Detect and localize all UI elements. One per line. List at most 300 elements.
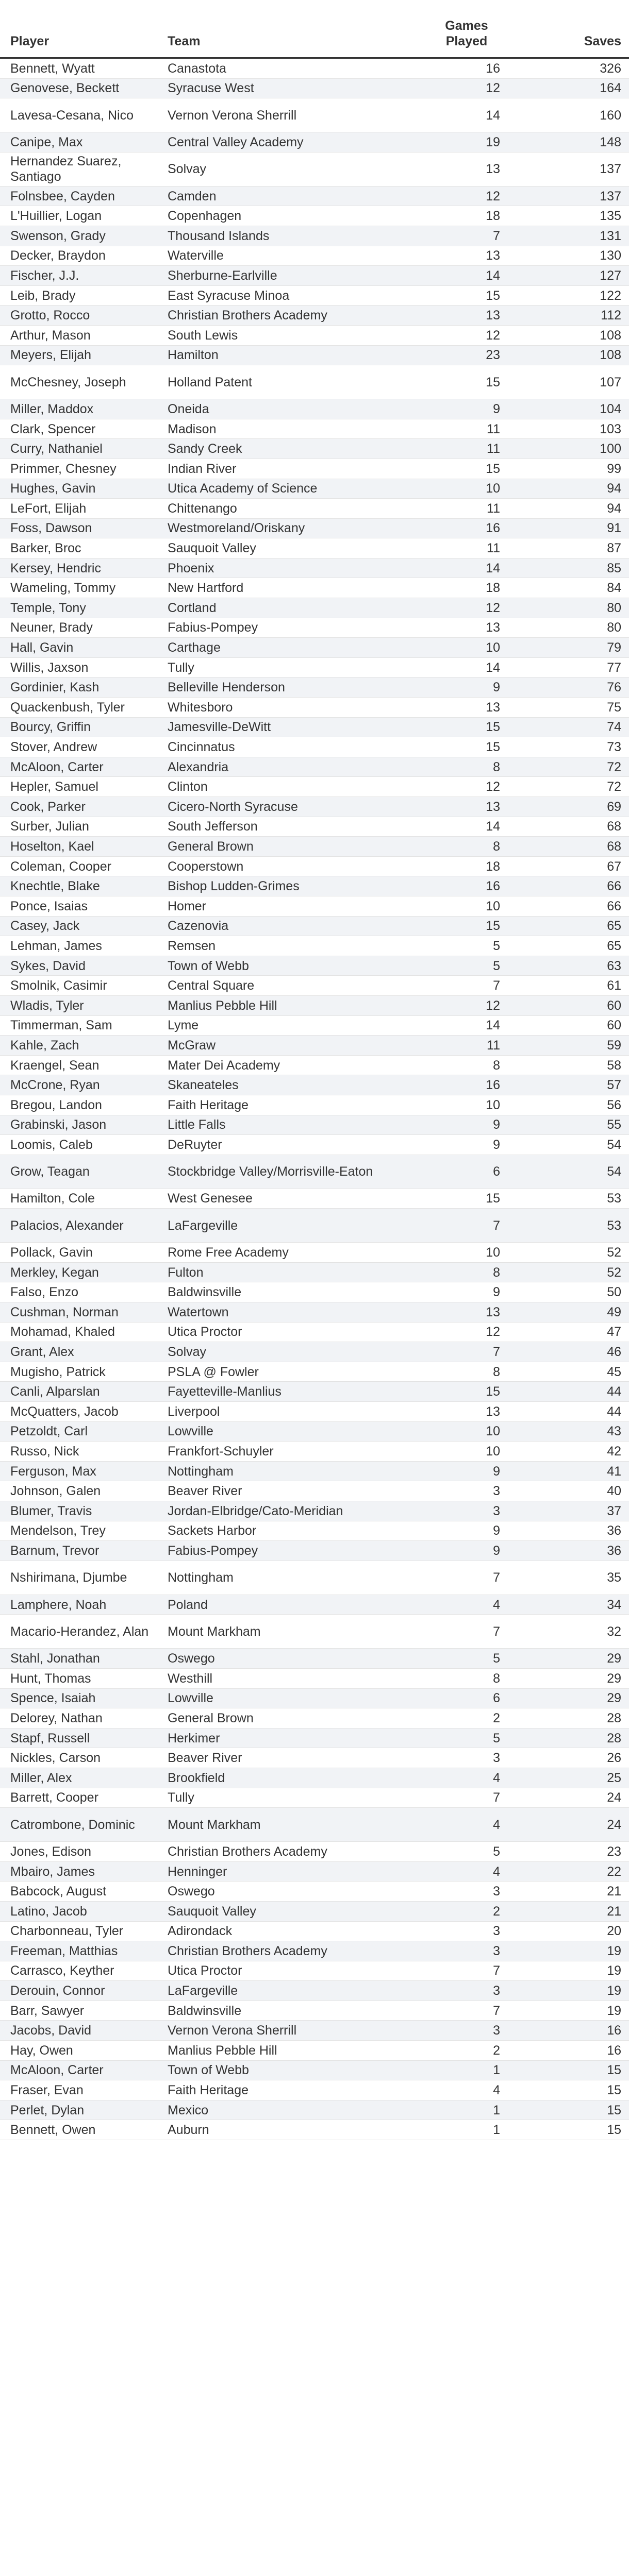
table-row (0, 1189, 629, 1209)
saves: 122 (600, 288, 621, 303)
team-name: Jamesville-DeWitt (168, 720, 271, 735)
saves: 47 (607, 1325, 621, 1340)
table-header (0, 0, 629, 59)
team-name: Belleville Henderson (168, 680, 285, 695)
saves: 23 (607, 1844, 621, 1859)
table-row (0, 1728, 629, 1749)
team-name: Liverpool (168, 1404, 220, 1419)
saves: 43 (607, 1424, 621, 1439)
saves: 61 (607, 978, 621, 993)
team-name: Mount Markham (168, 1817, 261, 1832)
player-name: Bennett, Owen (10, 2123, 96, 2138)
games-played: 12 (486, 328, 500, 343)
games-played: 9 (493, 1117, 500, 1132)
table-row (0, 1155, 629, 1189)
saves: 50 (607, 1285, 621, 1300)
games-played: 10 (486, 1245, 500, 1260)
games-played: 9 (493, 1137, 500, 1152)
team-name: Tully (168, 660, 194, 675)
team-name: Madison (168, 421, 217, 436)
header-player[interactable]: Player (10, 34, 49, 48)
saves: 19 (607, 2003, 621, 2018)
team-name: McGraw (168, 1038, 216, 1053)
player-name: Knechtle, Blake (10, 879, 100, 894)
player-name: Merkley, Kegan (10, 1265, 99, 1280)
saves: 84 (607, 581, 621, 596)
saves: 137 (600, 162, 621, 177)
games-played: 8 (493, 759, 500, 774)
table-row (0, 677, 629, 698)
games-played: 4 (493, 1817, 500, 1832)
team-name: LaFargeville (168, 1218, 238, 1233)
team-name: Central Square (168, 978, 255, 993)
player-name: Babcock, August (10, 1884, 107, 1899)
saves: 99 (607, 461, 621, 476)
team-name: Oswego (168, 1884, 215, 1899)
games-played: 13 (486, 1304, 500, 1319)
header-games-played[interactable]: Games Played (445, 19, 488, 48)
games-played: 5 (493, 1731, 500, 1745)
table-row (0, 2041, 629, 2061)
table-row (0, 419, 629, 439)
games-played: 3 (493, 1984, 500, 1998)
team-name: Westhill (168, 1671, 213, 1686)
player-name: Blumer, Travis (10, 1503, 92, 1518)
table-row (0, 1402, 629, 1422)
table-row (0, 1036, 629, 1056)
saves: 24 (607, 1817, 621, 1832)
team-name: Tully (168, 1790, 194, 1805)
team-name: Watertown (168, 1304, 229, 1319)
saves: 16 (607, 2023, 621, 2038)
team-name: Thousand Islands (168, 228, 270, 243)
table-row (0, 1209, 629, 1243)
table-body (0, 59, 629, 2140)
table-row (0, 79, 629, 99)
saves: 15 (607, 2103, 621, 2117)
team-name: Mexico (168, 2103, 209, 2117)
player-name: Gordinier, Kash (10, 680, 100, 695)
saves: 35 (607, 1570, 621, 1585)
table-row (0, 598, 629, 618)
games-played: 9 (493, 1285, 500, 1300)
header-saves[interactable]: Saves (584, 34, 621, 48)
saves: 130 (600, 248, 621, 263)
games-played: 19 (486, 134, 500, 149)
table-row (0, 718, 629, 738)
saves: 15 (607, 2123, 621, 2138)
player-name: McChesney, Joseph (10, 375, 126, 389)
games-played: 6 (493, 1691, 500, 1706)
saves: 75 (607, 700, 621, 715)
saves: 44 (607, 1404, 621, 1419)
table-row (0, 326, 629, 346)
team-name: Fabius-Pompey (168, 1543, 258, 1558)
games-played: 13 (486, 308, 500, 323)
table-row (0, 1808, 629, 1842)
games-played: 2 (493, 1710, 500, 1725)
player-name: Nshirimana, Djumbe (10, 1570, 127, 1585)
games-played: 13 (486, 248, 500, 263)
team-name: Clinton (168, 779, 208, 794)
games-played: 1 (493, 2123, 500, 2138)
games-played: 5 (493, 958, 500, 973)
saves: 24 (607, 1790, 621, 1805)
games-played: 3 (493, 1503, 500, 1518)
table-row (0, 98, 629, 132)
team-name: Fayetteville-Manlius (168, 1384, 282, 1399)
saves: 54 (607, 1164, 621, 1179)
team-name: Nottingham (168, 1570, 234, 1585)
table-row (0, 1095, 629, 1115)
table-row (0, 1615, 629, 1649)
table-row (0, 365, 629, 399)
player-name: Kraengel, Sean (10, 1058, 100, 1073)
team-name: Lyme (168, 1018, 199, 1033)
team-name: Central Valley Academy (168, 134, 304, 149)
player-name: Lamphere, Noah (10, 1597, 107, 1612)
player-name: Petzoldt, Carl (10, 1424, 88, 1439)
saves: 135 (600, 209, 621, 224)
saves: 19 (607, 1963, 621, 1978)
player-name: Fischer, J.J. (10, 268, 79, 283)
player-name: Arthur, Mason (10, 328, 91, 343)
table-row (0, 698, 629, 718)
team-name: Jordan-Elbridge/Cato-Meridian (168, 1503, 343, 1518)
saves: 21 (607, 1904, 621, 1919)
table-row (0, 936, 629, 956)
saves: 72 (607, 759, 621, 774)
player-name: Cushman, Norman (10, 1304, 119, 1319)
games-played: 2 (493, 2043, 500, 2058)
table-row (0, 1362, 629, 1382)
team-name: Cortland (168, 600, 217, 615)
header-team[interactable]: Team (168, 34, 201, 48)
team-name: Mater Dei Academy (168, 1058, 280, 1073)
table-row (0, 2061, 629, 2081)
player-name: Carrasco, Keyther (10, 1963, 114, 1978)
games-played: 13 (486, 700, 500, 715)
team-name: Cicero-North Syracuse (168, 799, 298, 814)
player-name: Smolnik, Casimir (10, 978, 107, 993)
player-name: Mbairo, James (10, 1864, 95, 1879)
player-name: Stapf, Russell (10, 1731, 90, 1745)
table-row (0, 797, 629, 817)
table-row (0, 1595, 629, 1615)
saves: 100 (600, 442, 621, 456)
table-row (0, 1481, 629, 1501)
games-played: 10 (486, 1444, 500, 1459)
player-name: LeFort, Elijah (10, 501, 87, 516)
saves: 41 (607, 1464, 621, 1479)
player-name: Barr, Sawyer (10, 2003, 85, 2018)
table-row (0, 1501, 629, 1521)
player-name: Surber, Julian (10, 819, 89, 834)
games-played: 3 (493, 1884, 500, 1899)
team-name: Christian Brothers Academy (168, 308, 327, 323)
player-name: Mendelson, Trey (10, 1523, 106, 1538)
player-name: Grant, Alex (10, 1345, 74, 1360)
saves: 107 (600, 375, 621, 389)
games-played: 5 (493, 938, 500, 953)
player-name: Miller, Maddox (10, 401, 94, 416)
table-row (0, 1135, 629, 1155)
team-name: Westmoreland/Oriskany (168, 521, 305, 536)
table-row (0, 1649, 629, 1669)
saves: 21 (607, 1884, 621, 1899)
player-name: Stover, Andrew (10, 740, 97, 755)
team-name: Carthage (168, 640, 221, 655)
games-played: 10 (486, 640, 500, 655)
games-played: 18 (486, 859, 500, 874)
games-played: 13 (486, 162, 500, 177)
player-name: L'Huillier, Logan (10, 209, 102, 224)
table-row (0, 1902, 629, 1922)
player-name: Quackenbush, Tyler (10, 700, 125, 715)
saves: 52 (607, 1265, 621, 1280)
team-name: Utica Proctor (168, 1963, 242, 1978)
table-row (0, 266, 629, 286)
saves: 127 (600, 268, 621, 283)
saves: 57 (607, 1078, 621, 1093)
team-name: Herkimer (168, 1731, 220, 1745)
team-name: Lowville (168, 1424, 213, 1439)
team-name: Indian River (168, 461, 237, 476)
player-name: Ponce, Isaias (10, 899, 88, 913)
saves: 77 (607, 660, 621, 675)
player-name: Temple, Tony (10, 600, 86, 615)
saves: 94 (607, 501, 621, 516)
saves: 326 (600, 61, 621, 76)
saves: 54 (607, 1137, 621, 1152)
player-name: Kahle, Zach (10, 1038, 79, 1053)
games-played: 16 (486, 61, 500, 76)
saves: 34 (607, 1597, 621, 1612)
player-name: Foss, Dawson (10, 521, 92, 536)
team-name: Manlius Pebble Hill (168, 998, 277, 1013)
team-name: Manlius Pebble Hill (168, 2043, 277, 2058)
games-played: 8 (493, 839, 500, 854)
team-name: Sackets Harbor (168, 1523, 257, 1538)
games-played: 14 (486, 1018, 500, 1033)
table-row (0, 837, 629, 857)
saves: 91 (607, 521, 621, 536)
table-row (0, 132, 629, 152)
player-name: Decker, Braydon (10, 248, 106, 263)
team-name: Town of Webb (168, 958, 249, 973)
table-row (0, 1561, 629, 1595)
table-row (0, 1689, 629, 1709)
games-played: 1 (493, 2063, 500, 2078)
table-row (0, 857, 629, 877)
table-row (0, 399, 629, 419)
saves: 20 (607, 1924, 621, 1939)
saves: 76 (607, 680, 621, 695)
player-name: Hall, Gavin (10, 640, 74, 655)
games-played: 14 (486, 819, 500, 834)
games-played: 7 (493, 1570, 500, 1585)
games-played: 13 (486, 1404, 500, 1419)
table-row (0, 1788, 629, 1808)
table-row (0, 1075, 629, 1095)
table-row (0, 578, 629, 598)
games-played: 5 (493, 1651, 500, 1666)
team-name: Faith Heritage (168, 2083, 249, 2098)
player-name: Russo, Nick (10, 1444, 79, 1459)
player-name: Primmer, Chesney (10, 461, 117, 476)
table-row (0, 1263, 629, 1283)
table-row (0, 2100, 629, 2121)
saves: 46 (607, 1345, 621, 1360)
saves: 15 (607, 2083, 621, 2098)
games-played: 9 (493, 1523, 500, 1538)
games-played: 16 (486, 521, 500, 536)
table-row (0, 59, 629, 79)
games-played: 23 (486, 348, 500, 363)
player-name: Mugisho, Patrick (10, 1364, 106, 1379)
games-played: 7 (493, 228, 500, 243)
saves: 69 (607, 799, 621, 814)
player-name: Freeman, Matthias (10, 1943, 118, 1958)
table-row (0, 896, 629, 917)
games-played: 3 (493, 1751, 500, 1766)
team-name: Rome Free Academy (168, 1245, 289, 1260)
games-played: 4 (493, 1864, 500, 1879)
team-name: PSLA @ Fowler (168, 1364, 259, 1379)
games-played: 12 (486, 600, 500, 615)
games-played: 15 (486, 720, 500, 735)
saves: 73 (607, 740, 621, 755)
games-played: 7 (493, 1345, 500, 1360)
saves: 137 (600, 189, 621, 204)
games-played: 15 (486, 919, 500, 934)
saves: 65 (607, 938, 621, 953)
team-name: General Brown (168, 1710, 254, 1725)
games-played: 9 (493, 1543, 500, 1558)
table-row (0, 1981, 629, 2001)
table-row (0, 1282, 629, 1302)
table-row (0, 459, 629, 479)
games-played: 14 (486, 660, 500, 675)
player-name: McAloon, Carter (10, 759, 104, 774)
games-played: 3 (493, 1924, 500, 1939)
saves: 131 (600, 228, 621, 243)
player-name: Miller, Alex (10, 1770, 72, 1785)
player-name: Willis, Jaxson (10, 660, 89, 675)
player-name: Nickles, Carson (10, 1751, 101, 1766)
table-row (0, 538, 629, 558)
saves: 26 (607, 1751, 621, 1766)
saves: 40 (607, 1484, 621, 1499)
table-row (0, 956, 629, 976)
table-row (0, 1302, 629, 1323)
team-name: Sandy Creek (168, 442, 242, 456)
saves: 28 (607, 1731, 621, 1745)
team-name: Little Falls (168, 1117, 226, 1132)
table-row (0, 2080, 629, 2100)
player-name: Stahl, Jonathan (10, 1651, 100, 1666)
games-played: 14 (486, 268, 500, 283)
saves: 66 (607, 899, 621, 913)
games-played: 4 (493, 2083, 500, 2098)
team-name: Chittenango (168, 501, 237, 516)
saves: 60 (607, 1018, 621, 1033)
team-name: Homer (168, 899, 207, 913)
table-row (0, 996, 629, 1016)
player-name: Johnson, Galen (10, 1484, 101, 1499)
player-name: Hoselton, Kael (10, 839, 94, 854)
team-name: Brookfield (168, 1770, 225, 1785)
team-name: General Brown (168, 839, 254, 854)
team-name: Utica Academy of Science (168, 481, 318, 496)
team-name: Henninger (168, 1864, 227, 1879)
saves: 68 (607, 839, 621, 854)
games-played: 11 (487, 1038, 500, 1053)
table-row (0, 519, 629, 539)
table-row (0, 757, 629, 777)
saves: 63 (607, 958, 621, 973)
player-name: Latino, Jacob (10, 1904, 87, 1919)
team-name: Oneida (168, 401, 209, 416)
table-row (0, 1342, 629, 1362)
saves: 56 (607, 1097, 621, 1112)
games-played: 7 (493, 2003, 500, 2018)
table-row (0, 1521, 629, 1541)
player-name: McQuatters, Jacob (10, 1404, 119, 1419)
team-name: Poland (168, 1597, 208, 1612)
player-name: Catrombone, Dominic (10, 1817, 135, 1832)
games-played: 12 (486, 998, 500, 1013)
saves: 19 (607, 1943, 621, 1958)
saves: 108 (600, 328, 621, 343)
saves: 103 (600, 421, 621, 436)
team-name: Frankfort-Schuyler (168, 1444, 274, 1459)
table-row (0, 917, 629, 937)
player-name: Hay, Owen (10, 2043, 73, 2058)
table-row (0, 187, 629, 207)
player-name: Lavesa-Cesana, Nico (10, 108, 134, 123)
team-name: Camden (168, 189, 217, 204)
team-name: South Jefferson (168, 819, 258, 834)
team-name: Phoenix (168, 561, 214, 575)
team-name: Auburn (168, 2123, 209, 2138)
table-row (0, 1382, 629, 1402)
player-name: Curry, Nathaniel (10, 442, 103, 456)
saves: 79 (607, 640, 621, 655)
table-row (0, 306, 629, 326)
games-played: 7 (493, 1790, 500, 1805)
table-row (0, 286, 629, 306)
player-name: Kersey, Hendric (10, 561, 101, 575)
player-name: Sykes, David (10, 958, 86, 973)
games-played: 9 (493, 1464, 500, 1479)
table-row (0, 817, 629, 837)
player-name: Hughes, Gavin (10, 481, 96, 496)
games-played: 10 (486, 899, 500, 913)
team-name: Alexandria (168, 759, 229, 774)
team-name: Waterville (168, 248, 224, 263)
player-name: McCrone, Ryan (10, 1078, 100, 1093)
table-row (0, 2120, 629, 2140)
player-name: Bennett, Wyatt (10, 61, 95, 76)
table-row (0, 479, 629, 499)
player-name: Leib, Brady (10, 288, 76, 303)
table-row (0, 1422, 629, 1442)
table-row (0, 2021, 629, 2041)
games-played: 11 (487, 421, 500, 436)
saves: 112 (601, 308, 621, 323)
table-row (0, 1442, 629, 1462)
